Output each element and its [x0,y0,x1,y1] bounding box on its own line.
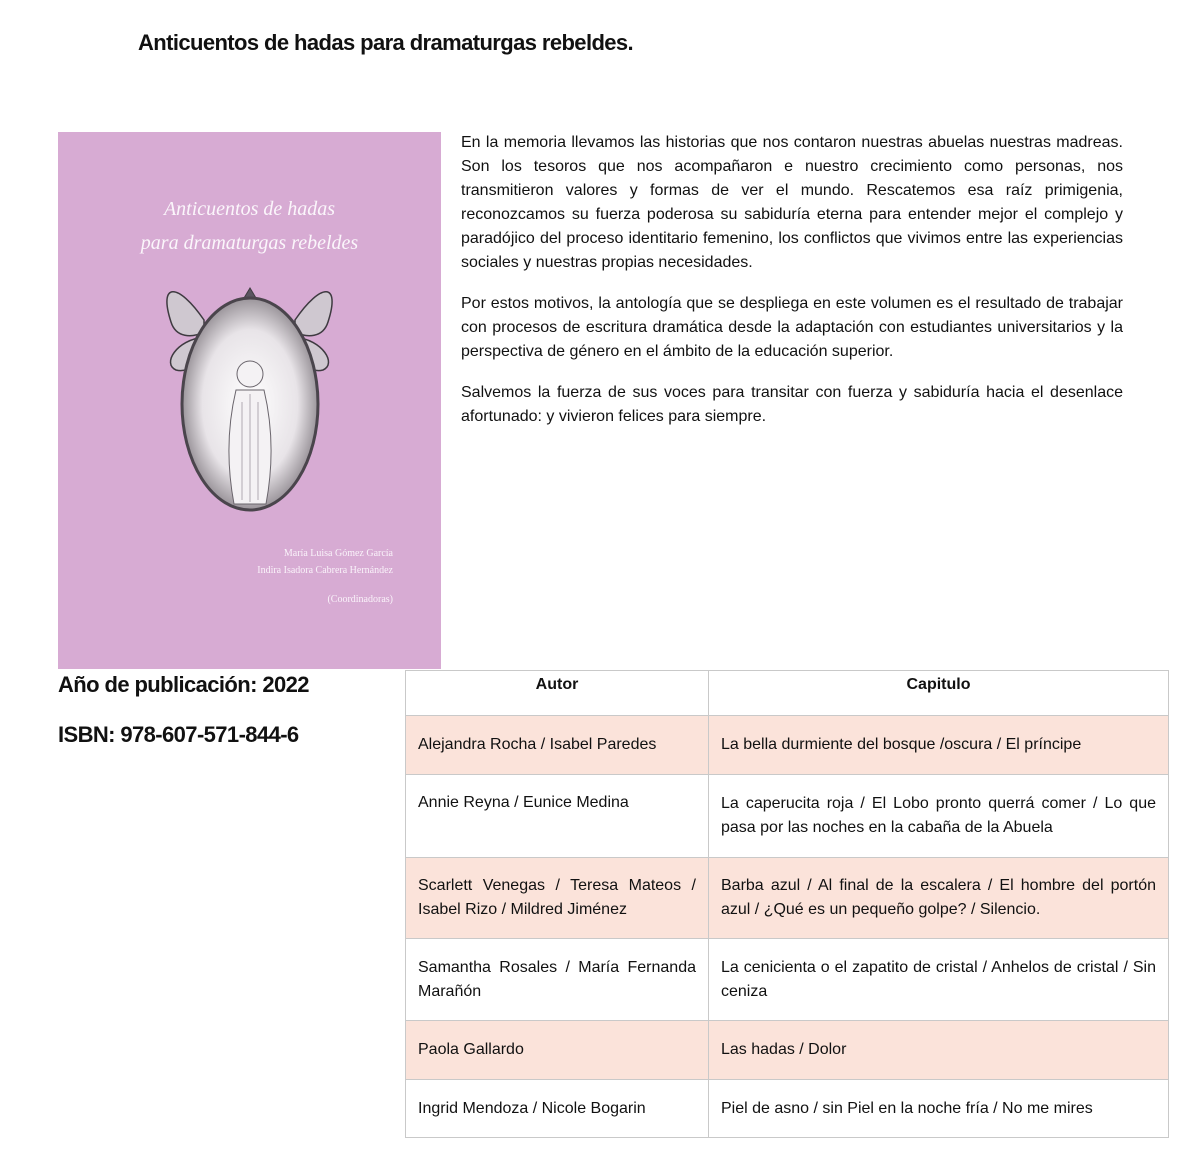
table-row [406,939,1169,1021]
table-row [406,1021,1169,1080]
isbn: ISBN: 978-607-571-844-6 [58,722,299,747]
author-cell: Annie Reyna / Eunice Medina [406,775,709,858]
column-header-author: Autor [406,671,709,716]
page-title: Anticuentos de hadas para dramaturgas rebeldes. [138,30,634,55]
description-paragraph: En la memoria llevamos las historias que nos contaron nuestras abuelas nuestras madreas. Son los tesoros que nos acompañaron e nuestro crecimiento como personas, nos transmitieron valores y formas de ver el mundo. Rescatemos esa raíz primigenia, reconozcamos su fuerza poderosa su sabiduría eterna para entender mejor el complejo y paradójico del proceso identitario femenino, los conflictos que vivimos entre las experiencias sociales y nuestras propias necesidades. [461,134,1123,271]
table-row [406,775,1169,858]
cover-title-line1: Anticuentos de hadas [163,198,336,220]
column-header-chapter: Capitulo [709,671,1169,716]
fairy-illustration [58,132,441,669]
table-row [406,858,1169,939]
table-row [406,716,1169,775]
description-paragraph: Por estos motivos, la antología que se despliega en este volumen es el resultado de trabajar con procesos de escritura dramática desde la adaptación con estudiantes universitarios y la perspectiva de género en el ámbito de la educación superior. [461,295,1123,360]
book-description [461,131,1123,446]
cover-author-2: Indira Isadora Cabrera Hernández [257,565,393,576]
author-cell: Paola Gallardo [406,1021,709,1080]
cover-author-1: María Luisa Gómez García [283,548,393,559]
author-cell: Ingrid Mendoza / Nicole Bogarin [406,1080,709,1138]
table-header-row [406,671,1169,716]
cover-role: (Coordinadoras) [327,594,393,605]
chapter-cell: La bella durmiente del bosque /oscura / El príncipe [709,716,1169,775]
chapter-cell: La caperucita roja / El Lobo pronto querrá comer / Lo que pasa por las noches en la cabaña de la Abuela [709,775,1169,858]
description-paragraph: Salvemos la fuerza de sus voces para transitar con fuerza y sabiduría hacia el desenlace afortunado: y vivieron felices para siempre. [461,384,1123,425]
chapter-cell: La cenicienta o el zapatito de cristal / Anhelos de cristal / Sin ceniza [709,939,1169,1021]
author-cell: Scarlett Venegas / Teresa Mateos / Isabel Rizo / Mildred Jiménez [406,858,709,939]
cover-title-line2: para dramaturgas rebeldes [140,232,359,254]
author-cell: Samantha Rosales / María Fernanda Marañón [406,939,709,1021]
chapter-cell: Barba azul / Al final de la escalera / El hombre del portón azul / ¿Qué es un pequeño golpe? / Silencio. [709,858,1169,939]
publication-year: Año de publicación: 2022 [58,672,309,697]
chapter-cell: Piel de asno / sin Piel en la noche fría / No me mires [709,1080,1169,1138]
chapters-table [405,670,1169,1138]
book-cover [58,132,441,669]
chapter-cell: Las hadas / Dolor [709,1021,1169,1080]
author-cell: Alejandra Rocha / Isabel Paredes [406,716,709,775]
table-row [406,1080,1169,1138]
